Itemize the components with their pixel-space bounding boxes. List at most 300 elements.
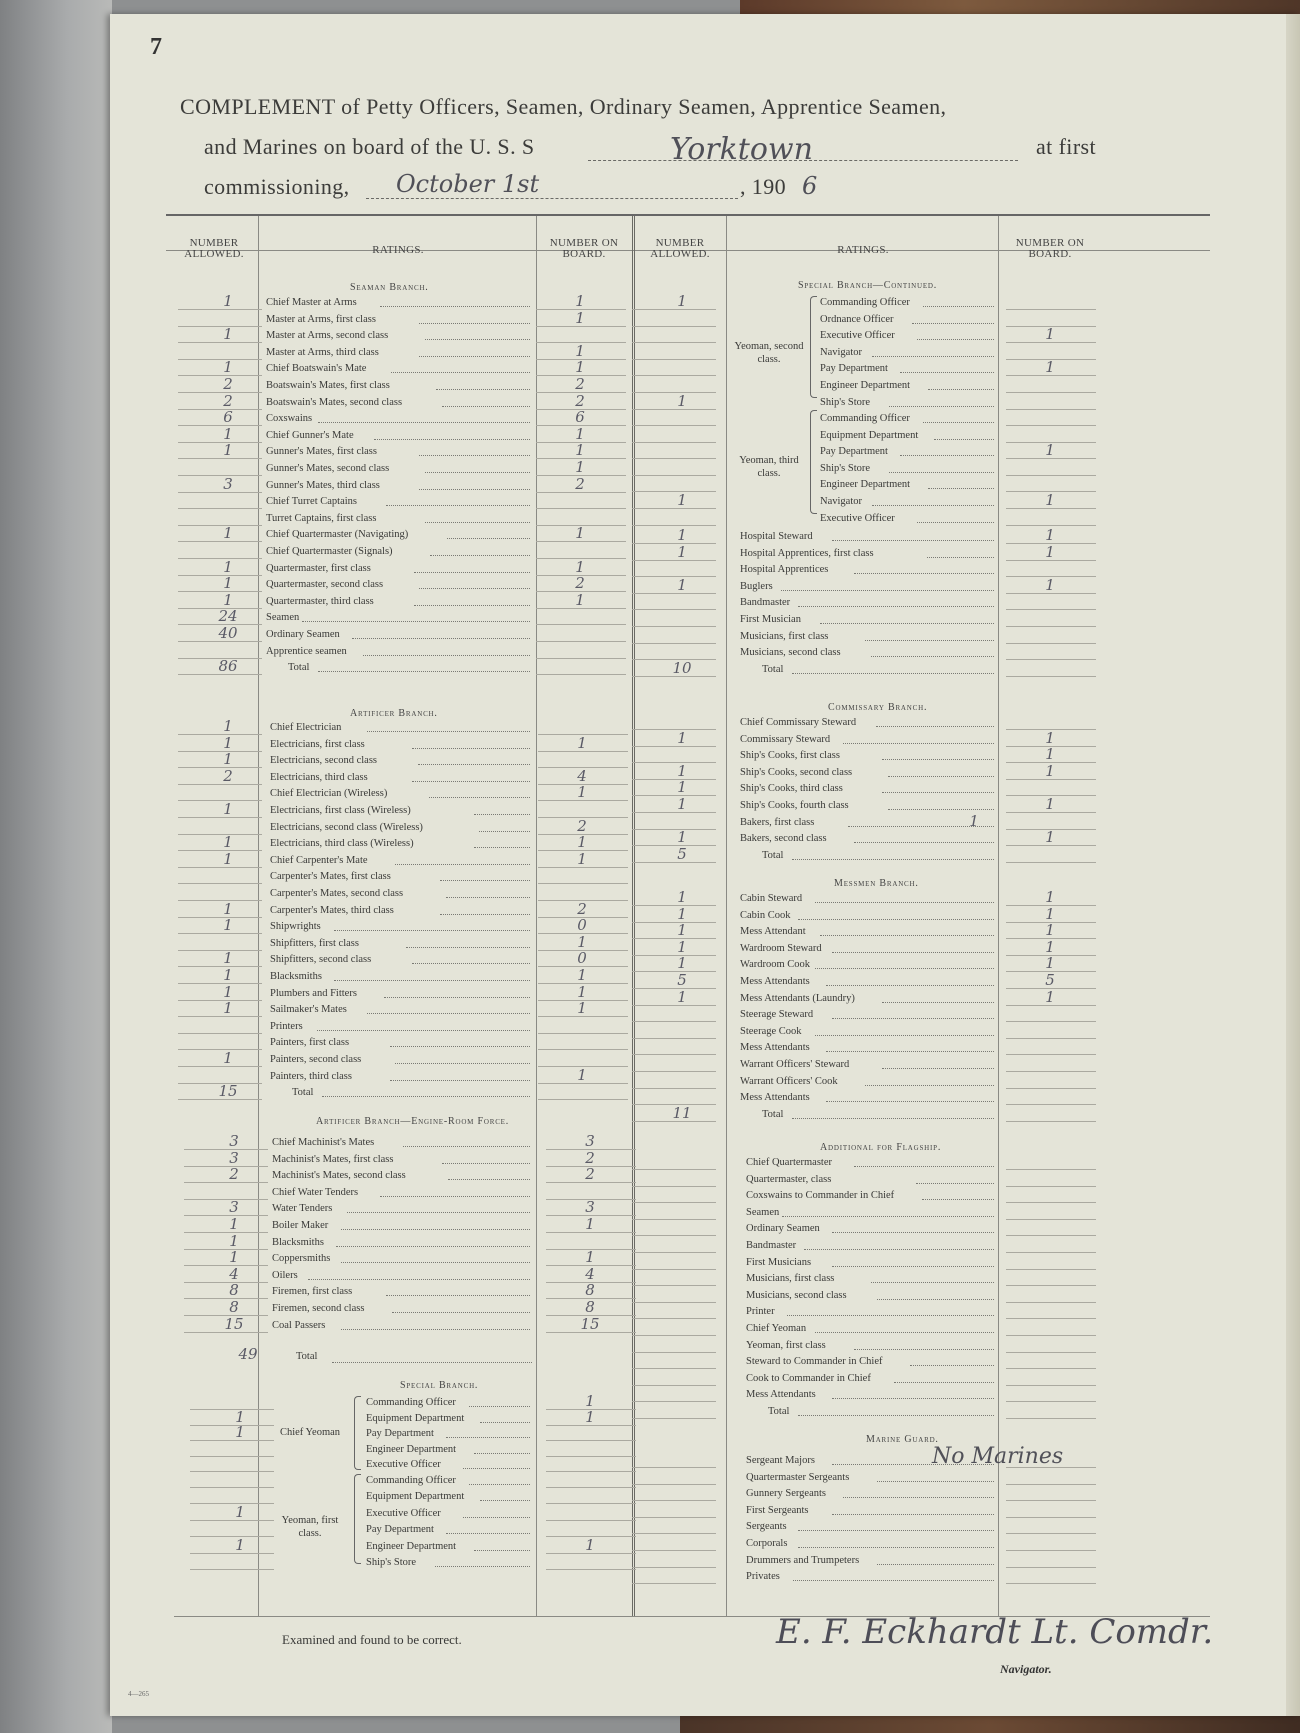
- flagship-row-leader: [871, 1282, 994, 1283]
- messmen-row-leader: [882, 1002, 994, 1003]
- seaman-row-onboard-rule: [536, 508, 626, 509]
- artificer-row-label: Shipfitters, second class: [270, 954, 372, 966]
- flagship-row-onboard-rule: [1006, 1318, 1096, 1319]
- date-blank: [366, 198, 738, 199]
- seaman-row-onboard: 2: [575, 474, 585, 493]
- messmen-row-leader: [820, 935, 994, 936]
- special-row-label: Musicians, second class: [740, 647, 841, 659]
- marine-row-allowed-rule: [632, 1484, 716, 1485]
- commissary-row-leader: [882, 759, 994, 760]
- flagship-row-onboard-rule: [1006, 1252, 1096, 1253]
- yeoman-first-row-leader: [463, 1517, 530, 1518]
- commissary-row-label: Commissary Steward: [740, 733, 831, 745]
- commissary-row-label: Ship's Cooks, second class: [740, 766, 853, 778]
- flagship-row-label: Yeoman, first class: [746, 1339, 826, 1351]
- flagship-row-leader: [922, 1199, 994, 1200]
- messmen-row-allowed: 5: [677, 971, 687, 989]
- yeoman-second-row-allowed-rule: [632, 309, 716, 310]
- special-row-leader: [865, 640, 994, 641]
- artificer-row-allowed-rule: [178, 867, 262, 868]
- engine-row-onboard: 4: [585, 1264, 595, 1283]
- special-row-onboard-rule: [1006, 626, 1096, 627]
- artificer-row-label: Sailmaker's Mates: [270, 1004, 347, 1016]
- seaman-row-allowed: 24: [218, 607, 238, 626]
- engine-total-leader: [332, 1362, 532, 1363]
- yeoman-third-row-label: Executive Officer: [820, 512, 895, 524]
- flagship-row-label: Bandmaster: [746, 1240, 797, 1251]
- yeoman-first-row-leader: [435, 1566, 530, 1567]
- messmen-row-onboard: 1: [1045, 987, 1055, 1006]
- artificer-row-leader: [367, 1013, 530, 1014]
- artificer-row-onboard-rule: [538, 1049, 628, 1050]
- right-ratings-divider: [998, 216, 999, 1616]
- yeoman-second-row-label: Executive Officer: [820, 330, 895, 342]
- artificer-row-allowed: 1: [223, 966, 233, 984]
- artificer-row-onboard: 0: [577, 916, 587, 935]
- yeoman-first-row-label: Ship's Store: [366, 1557, 417, 1568]
- yeoman-first-row-onboard-rule: [546, 1487, 636, 1488]
- yeoman-second-row-label: Ship's Store: [820, 396, 871, 408]
- seaman-row-label: Total: [288, 662, 310, 674]
- messmen-row-allowed: 11: [672, 1103, 692, 1122]
- commissary-row-leader: [888, 776, 994, 777]
- yeoman-first-row-allowed: 1: [235, 1535, 245, 1554]
- yeoman-third-row-allowed-rule: [632, 475, 716, 476]
- yeoman-second-row-leader: [917, 339, 994, 340]
- yeoman-second-row-label: Pay Department: [820, 363, 888, 375]
- engine-row-leader: [380, 1196, 530, 1197]
- artificer-row-label: Blacksmiths: [270, 971, 322, 982]
- commissary-row-label: Bakers, first class: [740, 816, 815, 828]
- seaman-row-leader: [391, 372, 530, 373]
- yeoman-second-row-leader: [912, 323, 994, 324]
- yeoman-third-row-leader: [900, 455, 994, 456]
- flagship-row-onboard-rule: [1006, 1401, 1096, 1402]
- seaman-row-leader: [318, 671, 530, 672]
- messmen-row-leader: [798, 919, 994, 920]
- book-binding: [0, 0, 112, 1733]
- artificer-row-label: Electricians, second class: [270, 755, 377, 767]
- marine-row-label: Sergeants: [746, 1521, 787, 1533]
- yeoman-first-row-allowed-rule: [190, 1487, 274, 1488]
- artificer-row-allowed: 1: [223, 899, 233, 918]
- messmen-row-onboard-rule: [1006, 1088, 1096, 1089]
- seaman-row-onboard-rule: [536, 641, 626, 642]
- engine-row-label: Coppersmiths: [272, 1253, 331, 1265]
- seaman-row-onboard: 1: [575, 524, 585, 543]
- yeoman-second-row-allowed-rule: [632, 409, 716, 410]
- special-row-leader: [781, 590, 994, 591]
- seaman-row-label: Master at Arms, first class: [266, 313, 376, 325]
- seaman-row-allowed: 1: [223, 292, 233, 310]
- seaman-row-onboard: 6: [575, 408, 585, 427]
- seaman-row-label: Chief Quartermaster (Navigating): [266, 529, 409, 541]
- flagship-row-onboard-rule: [1006, 1352, 1096, 1353]
- yeoman-first-row-leader: [469, 1484, 530, 1485]
- flagship-row-allowed-rule: [632, 1335, 716, 1336]
- commissary-row-leader: [792, 859, 994, 860]
- flagship-row-onboard-rule: [1006, 1302, 1096, 1303]
- artificer-row-allowed: 1: [223, 849, 233, 868]
- seaman-row-label: Chief Gunner's Mate: [266, 429, 354, 441]
- messmen-row-onboard-rule: [1006, 1054, 1096, 1055]
- flagship-row-allowed-rule: [632, 1352, 716, 1353]
- seaman-row-onboard: 2: [575, 375, 585, 393]
- flagship-row-allowed-rule: [632, 1219, 716, 1220]
- commissary-row-label: Total: [762, 849, 784, 861]
- special-row-leader: [792, 673, 994, 674]
- yeoman-third-row-label: Navigator: [820, 496, 862, 507]
- special-row-allowed-rule: [632, 593, 716, 594]
- engine-row-label: Boiler Maker: [272, 1220, 329, 1231]
- chief-yeoman-row-allowed-rule: [190, 1456, 274, 1457]
- commissary-row-label: Chief Commissary Steward: [740, 717, 857, 728]
- yeoman-second-row-label: Commanding Officer: [820, 297, 910, 308]
- yeoman-second-row-allowed: 1: [677, 391, 687, 410]
- messmen-row-label: Total: [762, 1108, 784, 1120]
- chief-yeoman-row-allowed: 1: [235, 1407, 245, 1426]
- seaman-row-leader: [425, 522, 530, 523]
- commissary-row-allowed-rule: [632, 746, 716, 747]
- messmen-row-label: Warrant Officers' Cook: [740, 1075, 838, 1087]
- yeoman-first-row-allowed-rule: [190, 1569, 274, 1570]
- artificer-row-allowed: 1: [223, 949, 233, 968]
- flagship-row-leader: [910, 1365, 994, 1366]
- seaman-row-leader: [436, 389, 530, 390]
- flagship-row-label: Chief Yeoman: [746, 1323, 807, 1334]
- seaman-row-allowed: 1: [223, 424, 233, 443]
- engine-row-allowed-rule: [184, 1182, 268, 1183]
- flagship-row-onboard-rule: [1006, 1169, 1096, 1170]
- special-row-onboard: 1: [1045, 575, 1055, 594]
- marine-row-allowed-rule: [632, 1517, 716, 1518]
- flagship-row-onboard-rule: [1006, 1285, 1096, 1286]
- artificer-row-allowed: 1: [223, 733, 233, 752]
- commissary-row-leader: [843, 743, 994, 744]
- artificer-row-onboard: 2: [577, 816, 587, 835]
- special-row-label: Musicians, first class: [740, 630, 829, 642]
- yeoman-first-row-onboard: 1: [585, 1535, 595, 1554]
- flagship-row-leader: [894, 1382, 994, 1383]
- yeoman-third-brace: [810, 410, 817, 514]
- yeoman-second-brace: [810, 296, 817, 398]
- engine-row-onboard: 8: [585, 1281, 595, 1300]
- flagship-row-allowed-rule: [632, 1235, 716, 1236]
- chief-yeoman-row-label: Engineer Department: [366, 1443, 457, 1455]
- engine-row-label: Chief Water Tenders: [272, 1186, 359, 1198]
- marine-row-onboard-rule: [1006, 1550, 1096, 1551]
- yeoman-third-row-allowed-rule: [632, 425, 716, 426]
- artificer-row-label: Carpenter's Mates, third class: [270, 904, 394, 916]
- engine-row-onboard: 2: [585, 1148, 595, 1167]
- artificer-row-leader: [322, 1096, 530, 1097]
- artificer-row-label: Chief Electrician (Wireless): [270, 788, 388, 800]
- messmen-row-leader: [865, 1085, 994, 1086]
- artificer-row-leader: [390, 1046, 530, 1047]
- flagship-row-allowed-rule: [632, 1169, 716, 1170]
- artificer-row-label: Chief Carpenter's Mate: [270, 854, 368, 866]
- messmen-row-leader: [826, 985, 994, 986]
- messmen-row-onboard-rule: [1006, 1071, 1096, 1072]
- special-row-allowed: 1: [677, 542, 687, 561]
- messmen-row-leader: [815, 1035, 994, 1036]
- messmen-row-allowed-rule: [632, 1054, 716, 1055]
- chief-yeoman-row-leader: [446, 1437, 530, 1438]
- engine-row-leader: [403, 1146, 530, 1147]
- engine-row-allowed: 1: [229, 1215, 239, 1233]
- yeoman-third-row-allowed-rule: [632, 508, 716, 509]
- yeoman-third-row-leader: [934, 439, 994, 440]
- artificer-row-label: Carpenter's Mates, second class: [270, 888, 404, 899]
- yeoman-first-brace: [354, 1474, 361, 1564]
- engine-row-onboard: 3: [585, 1198, 595, 1217]
- flagship-row-onboard-rule: [1006, 1202, 1096, 1203]
- chief-yeoman-row-label: Executive Officer: [366, 1459, 441, 1471]
- engine-row-allowed: 2: [229, 1165, 239, 1184]
- seaman-row-label: Chief Master at Arms: [266, 297, 357, 308]
- yeoman-first-row-leader: [474, 1550, 530, 1551]
- seaman-row-label: Chief Boatswain's Mate: [266, 363, 367, 375]
- yeoman-third-row-label: Pay Department: [820, 446, 888, 458]
- yeoman-second-row-leader: [900, 372, 994, 373]
- title-line-2-a: and Marines on board of the U. S. S: [204, 134, 535, 159]
- artificer-row-label: Shipwrights: [270, 921, 321, 933]
- yeoman-third-row-allowed-rule: [632, 442, 716, 443]
- header-right-ratings: RATINGS.: [837, 244, 889, 256]
- seaman-row-allowed: 86: [218, 657, 238, 676]
- marine-row-leader: [798, 1530, 994, 1531]
- flagship-heading: Additional for Flagship.: [820, 1142, 942, 1153]
- chief-yeoman-row-onboard-rule: [546, 1456, 636, 1457]
- form-code: 4—265: [128, 1690, 149, 1698]
- special-row-onboard: 1: [1045, 542, 1055, 561]
- messmen-row-onboard-rule: [1006, 1038, 1096, 1039]
- chief-yeoman-row-leader: [480, 1422, 530, 1423]
- engine-row-leader: [392, 1312, 530, 1313]
- yeoman-first-row-onboard-rule: [546, 1520, 636, 1521]
- special-row-leader: [927, 557, 994, 558]
- page-edge: [1286, 14, 1300, 1716]
- seaman-row-label: Seamen: [266, 612, 300, 624]
- marine-row-leader: [843, 1497, 994, 1498]
- engine-row-label: Coal Passers: [272, 1319, 326, 1331]
- marine-row-label: Gunnery Sergeants: [746, 1488, 826, 1500]
- engine-room-heading: Artificer Branch—Engine-Room Force.: [316, 1116, 510, 1127]
- artificer-row-allowed-rule: [178, 1066, 262, 1067]
- messmen-row-allowed-rule: [632, 1005, 716, 1006]
- seaman-row-label: Quartermaster, third class: [266, 595, 374, 607]
- messmen-row-leader: [815, 902, 994, 903]
- center-double-divider: [632, 216, 635, 1616]
- special-row-allowed-rule: [632, 609, 716, 610]
- flagship-row-onboard-rule: [1006, 1186, 1096, 1187]
- marine-row-onboard-rule: [1006, 1467, 1096, 1468]
- yeoman-third-row-onboard: 1: [1045, 491, 1055, 509]
- engine-row-leader: [308, 1279, 530, 1280]
- special-row-label: Buglers: [740, 580, 773, 592]
- commissary-row-label: Ship's Cooks, first class: [740, 750, 840, 762]
- artificer-row-label: Shipfitters, first class: [270, 937, 359, 949]
- special-row-onboard-rule: [1006, 643, 1096, 644]
- engine-row-label: Firemen, first class: [272, 1286, 353, 1298]
- seaman-row-label: Apprentice seamen: [266, 645, 347, 657]
- yeoman-second-row-leader: [928, 389, 994, 390]
- marine-row-label: Sergeant Majors: [746, 1455, 815, 1466]
- engine-row-onboard: 2: [585, 1165, 595, 1184]
- ledger-page: [110, 14, 1300, 1716]
- seaman-row-leader: [419, 356, 530, 357]
- seaman-row-label: Boatswain's Mates, first class: [266, 380, 390, 391]
- chief-yeoman-row-onboard-rule: [546, 1471, 636, 1472]
- header-right-onboard: NUMBER ON BOARD.: [1015, 237, 1085, 260]
- messmen-row-leader: [792, 1118, 994, 1119]
- flagship-row-leader: [877, 1299, 994, 1300]
- yeoman-second-row-label: Ordnance Officer: [820, 313, 894, 325]
- marine-row-allowed-rule: [632, 1467, 716, 1468]
- seaman-row-leader: [447, 538, 530, 539]
- flagship-row-allowed-rule: [632, 1385, 716, 1386]
- flagship-row-allowed-rule: [632, 1302, 716, 1303]
- marine-row-allowed-rule: [632, 1583, 716, 1584]
- seaman-row-leader: [414, 572, 530, 573]
- yeoman-first-row-label: Engineer Department: [366, 1540, 457, 1552]
- messmen-row-onboard: 1: [1045, 888, 1055, 906]
- messmen-row-allowed: 1: [677, 888, 687, 906]
- seaman-row-onboard: 1: [575, 557, 585, 576]
- messmen-row-allowed-rule: [632, 1071, 716, 1072]
- engine-row-allowed: 3: [229, 1148, 239, 1167]
- flagship-row-label: Cook to Commander in Chief: [746, 1372, 871, 1384]
- seaman-row-allowed: 2: [223, 391, 233, 410]
- special-row-leader: [854, 573, 994, 574]
- marine-row-leader: [832, 1514, 994, 1515]
- yeoman-first-row-label: Equipment Department: [366, 1491, 465, 1503]
- seaman-row-onboard: 1: [575, 292, 585, 310]
- commissary-row-allowed: 1: [677, 795, 687, 813]
- navigator-signature: E. F. Eckhardt Lt. Comdr.: [776, 1612, 1214, 1652]
- yeoman-first-row-label: Executive Officer: [366, 1507, 441, 1519]
- flagship-row-allowed-rule: [632, 1202, 716, 1203]
- artificer-row-onboard: 1: [577, 849, 587, 868]
- header-left-ratings: RATINGS.: [372, 244, 424, 256]
- messmen-row-onboard: 5: [1045, 971, 1055, 989]
- commissary-row-leader: [888, 809, 994, 810]
- yeoman-second-row-onboard-rule: [1006, 309, 1096, 310]
- special-row-label: Bandmaster: [740, 597, 791, 609]
- chief-yeoman-row-onboard: 1: [585, 1392, 595, 1410]
- flagship-row-leader: [916, 1183, 994, 1184]
- right-allowed-divider: [726, 216, 727, 1616]
- flagship-row-leader: [854, 1349, 994, 1350]
- yeoman-third-row-label: Equipment Department: [820, 429, 919, 441]
- artificer-row-leader: [395, 1063, 530, 1064]
- title-line-3-a: commissioning,: [204, 174, 350, 199]
- marine-row-onboard-rule: [1006, 1567, 1096, 1568]
- seaman-row-allowed: 1: [223, 590, 233, 609]
- messmen-row-allowed: 1: [677, 987, 687, 1006]
- engine-row-onboard: 15: [580, 1314, 600, 1333]
- special-row-onboard-rule: [1006, 609, 1096, 610]
- artificer-row-label: Chief Electrician: [270, 722, 342, 733]
- messmen-row-label: Steerage Cook: [740, 1025, 802, 1037]
- flagship-row-onboard-rule: [1006, 1385, 1096, 1386]
- yeoman-second-row-leader: [889, 406, 994, 407]
- flagship-row-label: Mess Attendants: [746, 1389, 816, 1401]
- artificer-row-allowed-rule: [178, 817, 262, 818]
- flagship-row-allowed-rule: [632, 1252, 716, 1253]
- artificer-branch-heading: Artificer Branch.: [350, 708, 438, 719]
- flagship-row-leader: [787, 1315, 994, 1316]
- seaman-row-onboard: 1: [575, 308, 585, 327]
- chief-yeoman-row-label: Pay Department: [366, 1428, 434, 1440]
- marine-row-leader: [877, 1564, 994, 1565]
- flagship-row-onboard-rule: [1006, 1335, 1096, 1336]
- messmen-row-onboard: 1: [1045, 937, 1055, 956]
- header-left-allowed: NUMBER ALLOWED.: [184, 237, 244, 260]
- special-row-leader: [820, 623, 994, 624]
- engine-row-label: Water Tenders: [272, 1203, 333, 1215]
- engine-row-allowed: 8: [229, 1281, 239, 1300]
- commissary-row-allowed: 1: [677, 778, 687, 797]
- artificer-row-label: Electricians, second class (Wireless): [270, 821, 423, 833]
- seaman-row-allowed-rule: [178, 309, 262, 310]
- commissary-row-onboard-rule: [1006, 862, 1096, 863]
- flagship-row-leader: [832, 1266, 994, 1267]
- yeoman-first-group-label: Yeoman, first class.: [281, 1515, 339, 1539]
- yeoman-first-row-allowed-rule: [190, 1520, 274, 1521]
- messmen-row-label: Cabin Cook: [740, 909, 791, 921]
- messmen-row-onboard-rule: [1006, 1021, 1096, 1022]
- special-row-label: Total: [762, 663, 784, 675]
- flagship-row-leader: [854, 1166, 994, 1167]
- engine-row-onboard: 3: [585, 1132, 595, 1150]
- artificer-row-leader: [479, 831, 530, 832]
- special-row-onboard-rule: [1006, 659, 1096, 660]
- artificer-row-leader: [474, 847, 530, 848]
- engine-row-allowed: 1: [229, 1248, 239, 1267]
- seaman-row-leader: [374, 439, 530, 440]
- seaman-row-leader: [419, 323, 530, 324]
- flagship-row-allowed-rule: [632, 1269, 716, 1270]
- marine-guard-heading: Marine Guard.: [866, 1434, 939, 1445]
- flagship-row-leader: [815, 1332, 994, 1333]
- commissary-row-onboard: 1: [1045, 728, 1055, 747]
- flagship-row-allowed-rule: [632, 1368, 716, 1369]
- artificer-row-onboard-rule: [538, 1099, 628, 1100]
- marine-row-label: First Sergeants: [746, 1504, 809, 1516]
- seaman-row-allowed-rule: [178, 458, 262, 459]
- artificer-row-label: Electricians, first class (Wireless): [270, 805, 411, 816]
- engine-row-onboard: 1: [585, 1215, 595, 1233]
- artificer-row-leader: [440, 914, 530, 915]
- yeoman-second-row-onboard: 1: [1045, 325, 1055, 344]
- flagship-row-allowed-rule: [632, 1418, 716, 1419]
- messmen-row-leader: [815, 968, 994, 969]
- seaman-row-label: Chief Turret Captains: [266, 496, 357, 508]
- chief-yeoman-row-label: Equipment Department: [366, 1412, 465, 1424]
- flagship-row-allowed-rule: [632, 1186, 716, 1187]
- artificer-row-label: Electricians, first class: [270, 738, 365, 750]
- yeoman-second-row-label: Navigator: [820, 346, 862, 358]
- messmen-row-label: Steerage Steward: [740, 1009, 814, 1021]
- seaman-row-label: Gunner's Mates, second class: [266, 463, 390, 474]
- flagship-row-allowed-rule: [632, 1318, 716, 1319]
- seaman-row-label: Master at Arms, second class: [266, 330, 389, 342]
- commissary-row-onboard: 1: [1045, 795, 1055, 813]
- seaman-row-label: Turret Captains, first class: [266, 512, 377, 524]
- seaman-row-leader: [425, 339, 530, 340]
- artificer-row-onboard: 4: [577, 766, 587, 785]
